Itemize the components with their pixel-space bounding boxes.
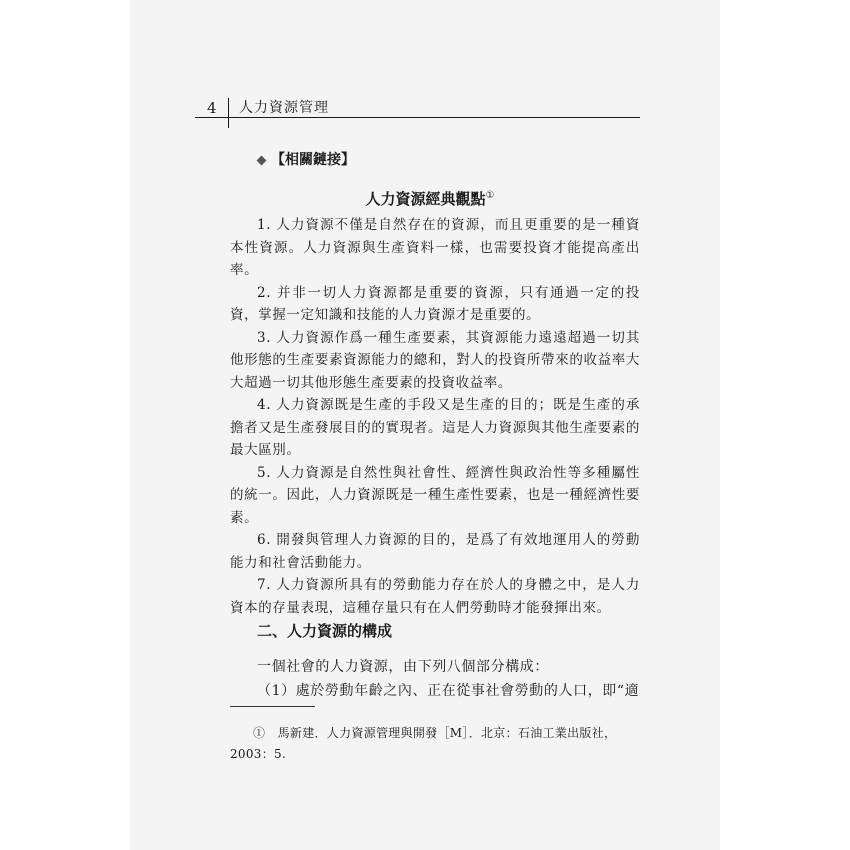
point-5: 5. 人力資源是自然性與社會性、經濟性與政治性等多種屬性的統一。因此，人力資源既是一種生產性要素，也是一種經濟性要素。 <box>230 464 640 526</box>
sidebar-title <box>230 185 630 210</box>
sidebar-points <box>230 214 640 619</box>
point-2: 2. 并非一切人力資源都是重要的資源，只有通過一定的投資，掌握一定知識和技能的人力資源才是重要的。 <box>230 284 640 323</box>
point-1: 1. 人力資源不僅是自然存在的資源，而且更重要的是一種資本性資源。人力資源與生產資料一樣，也需要投資才能提高產出率。 <box>230 217 640 278</box>
footnote-ref: ① <box>485 190 495 201</box>
footnote-line-2: 2003：5. <box>230 747 287 761</box>
page-header <box>195 98 640 126</box>
footnote <box>230 723 640 765</box>
page-number: 4 <box>207 99 217 117</box>
running-title: 人力資源管理 <box>239 100 329 116</box>
footnote-rule <box>230 706 315 707</box>
sidebar-heading <box>258 150 355 170</box>
point-3: 3. 人力資源作爲一種生產要素，其資源能力遠遠超過一切其他形態的生產要素資源能力的總和，對人的投資所帶來的收益率大大超過一切其他形態生產要素的投資收益率。 <box>230 329 640 391</box>
footnote-line-1: ① 馬新建．人力資源管理與開發［M］．北京：石油工業出版社， <box>253 726 617 740</box>
diamond-bullet-icon <box>257 155 267 165</box>
point-7: 7. 人力資源所具有的勞動能力存在於人的身體之中，是人力資本的存量表現，這種存量只有在人們勞動時才能發揮出來。 <box>230 577 640 616</box>
header-rule <box>195 117 640 118</box>
section-body <box>230 655 640 703</box>
sidebar-heading-text: 【相關鏈接】 <box>271 152 355 168</box>
section-heading: 二、人力資源的構成 <box>257 622 393 640</box>
body-paragraph: 一個社會的人力資源，由下列八個部分構成： <box>257 659 549 675</box>
point-6: 6. 開發與管理人力資源的目的，是爲了有效地運用人的勞動能力和社會活動能力。 <box>230 532 640 571</box>
body-paragraph: （1）處於勞動年齡之內、正在從事社會勞動的人口，即“適 <box>257 683 640 699</box>
point-4: 4. 人力資源既是生產的手段又是生產的目的；既是生產的承擔者又是生產發展目的的實現者。這是人力資源與其他生產要素的最大區別。 <box>230 397 640 458</box>
sidebar-title-text: 人力資源經典觀點 <box>365 190 486 208</box>
header-divider <box>228 98 229 128</box>
